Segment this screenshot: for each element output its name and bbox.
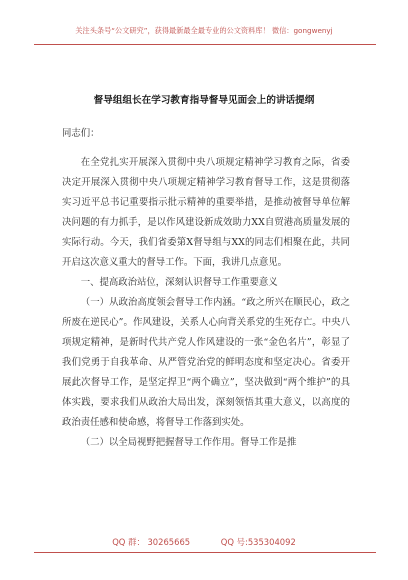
footer-qq-number: QQ 号:535304092 (220, 537, 296, 547)
paragraph-intro: 在全党扎实开展深入贯彻中央八项规定精神学习教育之际，省委决定开展深入贯彻中央八项规定精神学习教育督导工作，这是贯彻落实习近平总书记重要指示批示精神的重要举措，是推动被督导单位解决问题的有力抓手，是以作风建设新成效助力XX自贸港高质量发展的实际行动。今天，我们省委第X督导组与XX的同志们相聚在此，共同开启这次意义重大的督导工作。下面，我讲几点意见。 (62, 157, 350, 268)
salutation: 同志们： (62, 128, 100, 139)
footer-qq-group: QQ 群： 30265665 (112, 537, 191, 547)
document-body (62, 124, 350, 453)
header-banner: 关注头条号“公文研究”，获得最新最全最专业的公文资料库！ 微信：gongwenyj (75, 26, 333, 35)
document-title: 督导组组长在学习教育指导督导见面会上的讲话提纲 (93, 95, 315, 106)
header-divider (34, 44, 376, 45)
paragraph-political-height: （一）从政治高度领会督导工作内涵。“政之所兴在顺民心，政之所废在逆民心”。作风建设，关系人心向背关系党的生死存亡。中央八项规定精神，是新时代共产党人作风建设的一张“金色名片”，彰显了我们党勇于自我革命、从严管党治党的鲜明态度和坚定决心。省委开展此次督导工作，是坚定捍卫“两个确立”，坚决做到“两个维护”的具体实践，要求我们从政治大局出发，深刻领悟其重大意义，以高度的政治责任感和使命感，将督导工作落到实处。 (62, 297, 350, 428)
section-heading-1: 一、提高政治站位，深刻认识督导工作重要意义 (80, 277, 278, 288)
footer-contact (0, 536, 408, 548)
footer-divider (34, 552, 376, 553)
paragraph-global-view: （二）以全局视野把握督导工作作用。督导工作是推 (80, 437, 297, 448)
